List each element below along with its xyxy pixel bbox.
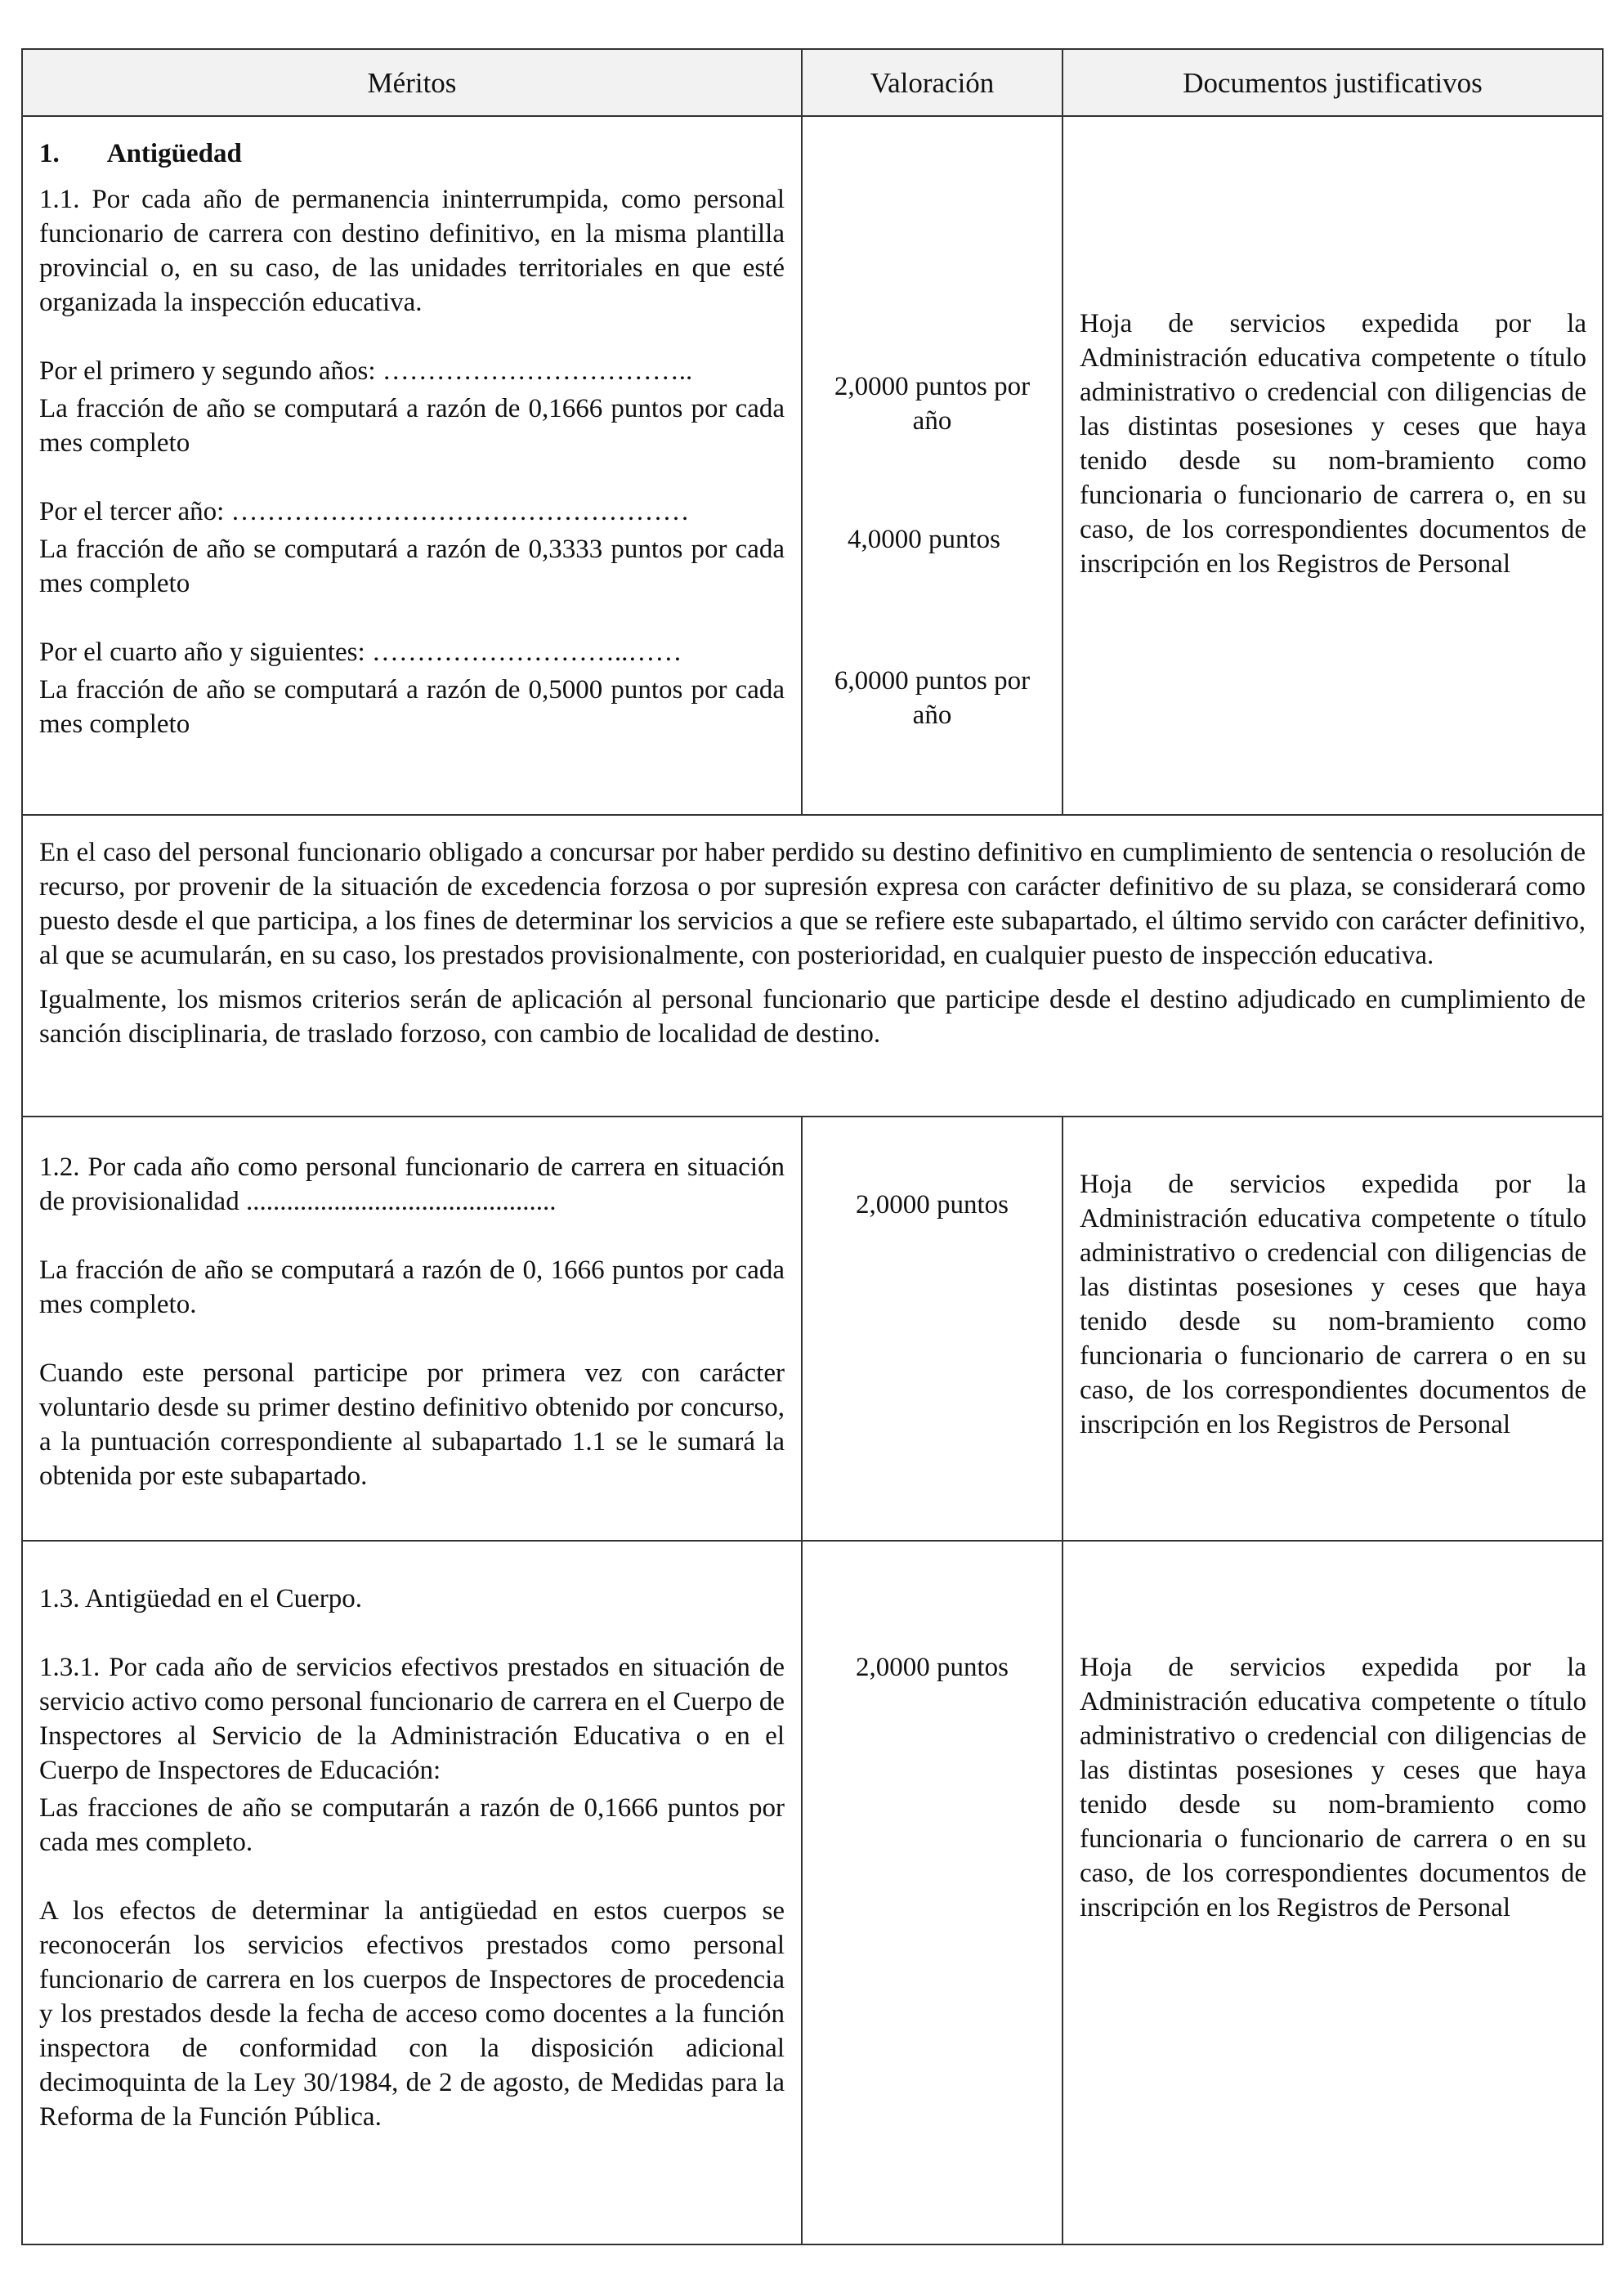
row-divider <box>23 115 1602 117</box>
item-label: Por el cuarto año y siguientes: ………………………..…… <box>39 638 682 667</box>
note-paragraph: Igualmente, los mismos criterios serán de aplicación al personal funcionario que participe desde el destino adjudicado en cumplimiento de sanción disciplinaria, de traslado forzoso, con cambio de localidad de destino. <box>39 985 1586 1049</box>
documents-cell: Hoja de servicios expedida por la Administración educativa competente o título administrativo o credencial con diligencias de las distintas posesiones y ceses que haya tenido desde su nom-bramiento como funcionaria o funcionario de carrera o en su caso, de los correspondientes documentos de inscripción en los Registros de Personal <box>1080 1653 1586 1922</box>
value-cell: 6,0000 puntos por año <box>834 666 1031 730</box>
row-1-1-intro: 1.1. Por cada año de permanencia ininterrumpida, como personal funcionario de carrera con destino definitivo, en la misma plantilla provincial o, en su caso, de las unidades territoriales en que esté organizada la inspección educativa. <box>39 185 785 317</box>
row-1-3-meritos <box>39 1582 785 2134</box>
value-cell: 2,0000 puntos <box>855 1653 1009 1682</box>
row-1-3-effects: A los efectos de determinar la antigüedad en estos cuerpos se reconocerán los servicios efectivos prestados como personal funcionario de carrera en los cuerpos de Inspectores de procedencia y los prestados desde la fecha de acceso como docentes a la función inspectora de conformidad con la disposición adicional decimoquinta de la Ley 30/1984, de 2 de agosto, de Medidas para la Reforma de la Función Pública. <box>39 1896 785 2132</box>
header-meritos: Méritos <box>367 67 457 99</box>
value-cell: 4,0000 puntos <box>847 525 1000 554</box>
documents-cell: Hoja de servicios expedida por la Administración educativa competente o título administrativo o credencial con diligencias de las distintas posesiones y ceses que haya tenido desde su nom-bramiento como funcionaria o funcionario de carrera o en su caso, de los correspondientes documentos de inscripción en los Registros de Personal <box>1080 1170 1586 1439</box>
item-note: La fracción de año se computará a razón de 0,1666 puntos por cada mes completo <box>39 394 785 458</box>
item-note: La fracción de año se computará a razón de 0,5000 puntos por cada mes completo <box>39 675 785 739</box>
row-1-2-paragraph: Cuando este personal participe por primera vez con carácter voluntario desde su primer destino definitivo obtenido por concurso, a la puntuación correspondiente al subapartado 1.1 se le sumará la obtenida por este subapartado. <box>39 1358 785 1491</box>
column-divider <box>1062 50 1063 816</box>
value-cell: 2,0000 puntos <box>855 1190 1009 1220</box>
row-1-2-meritos <box>39 1150 785 1493</box>
note-paragraph: En el caso del personal funcionario obligado a concursar por haber perdido su destino definitivo en cumplimiento de sentencia o resolución de recurso, por provenir de la situación de excedencia forzosa o por supresión expresa con carácter definitivo de su plaza, se considerará como puesto desde el que participa, a los fines de determinar los servicios a que se refiere este subapartado, el último servido con carácter definitivo, al que se acumularán, en su caso, los prestados provisionalmente, con posterioridad, en cualquier puesto de inspección educativa. <box>39 838 1586 970</box>
column-divider <box>801 1116 803 2244</box>
row-1-3-heading: 1.3. Antigüedad en el Cuerpo. <box>39 1584 363 1613</box>
row-1-1-meritos <box>39 136 785 741</box>
value-cell: 2,0000 puntos por año <box>834 372 1031 436</box>
item-label: Por el tercer año: …………………………………………… <box>39 497 690 526</box>
item-label: Por el primero y segundo años: …………………………….. <box>39 356 693 386</box>
row-1-3-sub: 1.3.1. Por cada año de servicios efectivos prestados en situación de servicio activo como personal funcionario de carrera en el Cuerpo de Inspectores al Servicio de la Administración Educativa o en el Cuerpo de Inspectores de Educación: <box>39 1653 785 1785</box>
column-divider <box>801 50 803 816</box>
row-divider <box>23 814 1602 816</box>
header-documentos: Documentos justificativos <box>1183 67 1483 99</box>
merits-table <box>21 48 1604 2245</box>
row-1-2-paragraph: La fracción de año se computará a razón de 0, 1666 puntos por cada mes completo. <box>39 1255 785 1319</box>
item-note: La fracción de año se computará a razón de 0,3333 puntos por cada mes completo <box>39 535 785 598</box>
row-1-3-fraction: Las fracciones de año se computarán a razón de 0,1666 puntos por cada mes completo. <box>39 1793 785 1857</box>
documents-cell: Hoja de servicios expedida por la Administración educativa competente o título administrativo o credencial con diligencias de las distintas posesiones y ceses que haya tenido desde su nom-bramiento como funcionaria o funcionario de carrera o, en su caso, de los correspondientes documentos de inscripción en los Registros de Personal <box>1080 309 1586 579</box>
section-title: 1. Antigüedad <box>39 139 242 168</box>
row-divider <box>23 1116 1602 1117</box>
note-row <box>39 835 1586 1051</box>
header-valoracion: Valoración <box>870 67 995 99</box>
column-divider <box>1062 1116 1063 2244</box>
row-1-2-paragraph: 1.2. Por cada año como personal funcionario de carrera en situación de provisionalidad .............................................. <box>39 1152 785 1216</box>
row-divider <box>23 1540 1602 1542</box>
